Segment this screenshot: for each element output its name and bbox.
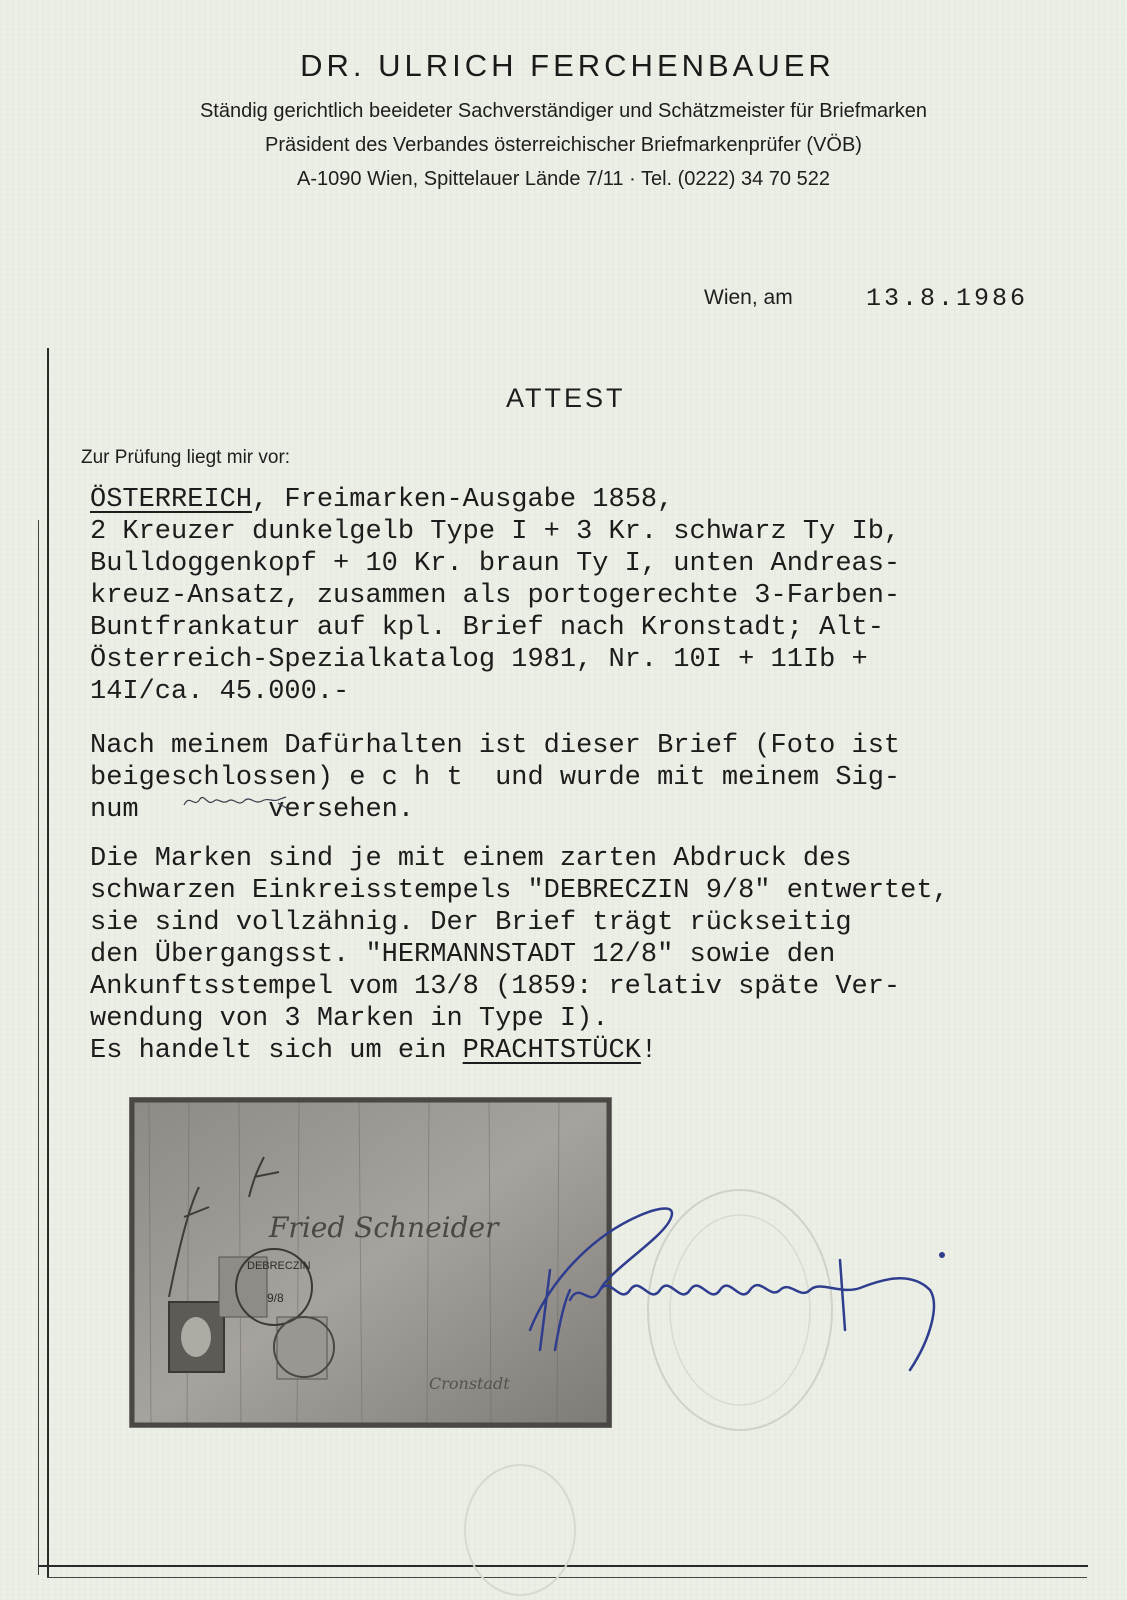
signum-scribble-icon — [182, 787, 292, 813]
left-border-line — [47, 348, 49, 1578]
letterhead-address: A-1090 Wien, Spittelauer Lände 7/11 · Tel. (0222) 34 70 522 — [297, 168, 830, 190]
photo-destination: Cronstadt — [429, 1374, 510, 1393]
photo-postmark: DEBRECZIN — [247, 1260, 311, 1272]
letterhead-association: Präsident des Verbandes österreichischer Briefmarkenprüfer (VÖB) — [265, 134, 862, 156]
details-line: den Übergangsst. "HERMANNSTADT 12/8" sowie den — [90, 940, 836, 970]
opinion-line: beigeschlossen) e c h t und wurde mit meinem Sig- — [90, 763, 901, 793]
letterhead-name: DR. ULRICH FERCHENBAUER — [300, 48, 835, 83]
item-line: Bulldoggenkopf + 10 Kr. braun Ty I, unten Andreas- — [90, 549, 901, 579]
attest-paragraph-details — [90, 843, 949, 1067]
details-line: ! — [640, 1036, 658, 1066]
details-line: sie sind vollzähnig. Der Brief trägt rückseitig — [90, 908, 852, 938]
opinion-line: versehen. — [268, 795, 415, 825]
item-line: 2 Kreuzer dunkelgelb Type I + 3 Kr. schwarz Ty Ib, — [90, 517, 901, 547]
photo-postmark-date: 9/8 — [267, 1291, 284, 1305]
details-line: Die Marken sind je mit einem zarten Abdruck des — [90, 844, 852, 874]
opinion-line: Nach meinem Dafürhalten ist dieser Brief (Foto ist — [90, 731, 901, 761]
date-place: Wien, am — [704, 286, 793, 309]
details-line: schwarzen Einkreisstempels "DEBRECZIN 9/8" entwertet, — [90, 876, 949, 906]
item-line: Österreich-Spezialkatalog 1981, Nr. 10I + 11Ib + — [90, 645, 868, 675]
details-line: Ankunftsstempel vom 13/8 (1859: relativ späte Ver- — [90, 972, 901, 1002]
faint-stamp-icon — [460, 1460, 580, 1600]
details-line: Es handelt sich um ein — [90, 1036, 463, 1066]
attest-paragraph-item — [90, 484, 900, 708]
details-line: wendung von 3 Marken in Type I). — [90, 1004, 609, 1034]
rating-highlight: PRACHTSTÜCK — [462, 1036, 641, 1066]
item-line: kreuz-Ansatz, zusammen als portogerechte 3-Farben- — [90, 581, 901, 611]
outer-left-border-line — [38, 520, 39, 1575]
item-line: , Freimarken-Ausgabe 1858, — [252, 485, 674, 515]
attest-intro: Zur Prüfung liegt mir vor: — [81, 447, 291, 468]
country-name: ÖSTERREICH — [90, 485, 253, 515]
photo-name: Fried Schneider — [269, 1211, 499, 1244]
signature-icon — [510, 1180, 960, 1410]
opinion-line: num — [90, 795, 139, 825]
item-line: 14I/ca. 45.000.- — [90, 677, 350, 707]
item-line: Buntfrankatur auf kpl. Brief nach Kronstadt; Alt- — [90, 613, 884, 643]
letterhead-title: Ständig gerichtlich beeideter Sachverständiger und Schätzmeister für Briefmarken — [199, 100, 928, 122]
date-value: 13.8.1986 — [866, 284, 1029, 313]
letterhead — [0, 48, 1127, 196]
attest-title: ATTEST — [506, 383, 626, 413]
